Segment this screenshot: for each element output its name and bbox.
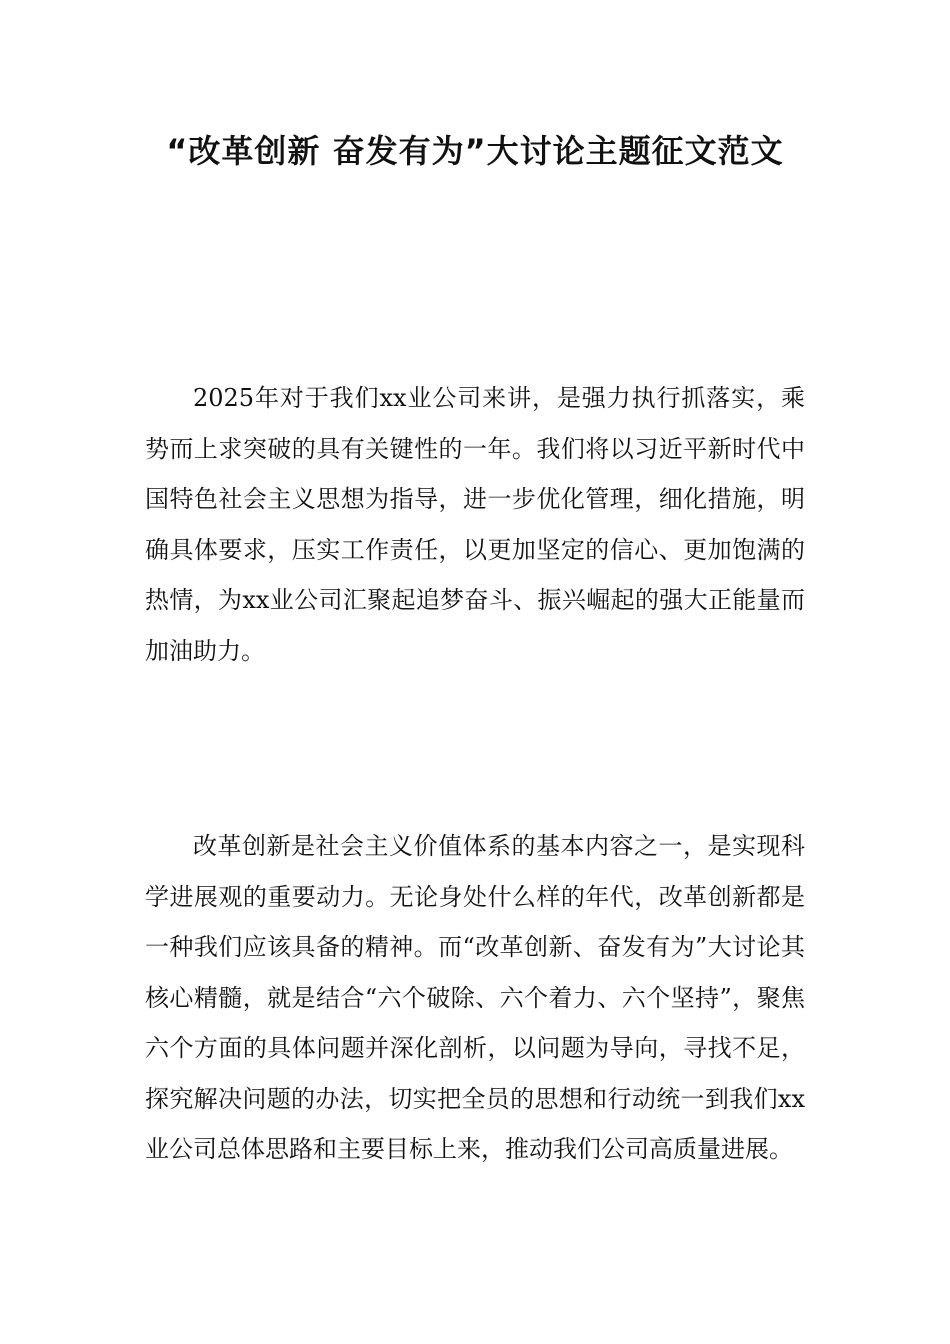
body-paragraph: 改革创新是社会主义价值体系的基本内容之一，是实现科学进展观的重要动力。无论身处什么样的年代，改革创新都是一种我们应该具备的精神。而“改革创新、奋发有为”大讨论其核心精髓，就是结合“六个破除、六个着力、六个坚持”，聚焦六个方面的具体问题并深化剖析，以问题为导向，寻找不足，探究解决问题的办法，切实把全员的思想和行动统一到我们xx业公司总体思路和主要目标上来，推动我们公司高质量进展。 [145, 832, 805, 1163]
document-title: “改革创新 奋发有为”大讨论主题征文范文 [166, 132, 784, 170]
body-paragraph: 2025年对于我们xx业公司来讲，是强力执行抓落实，乘势而上求突破的具有关键性的一年。我们将以习近平新时代中国特色社会主义思想为指导，进一步优化管理，细化措施，明确具体要求，压实工作责任，以更加坚定的信心、更加饱满的热情，为xx业公司汇聚起追梦奋斗、振兴崛起的强大正能量而加油助力。 [145, 384, 805, 665]
